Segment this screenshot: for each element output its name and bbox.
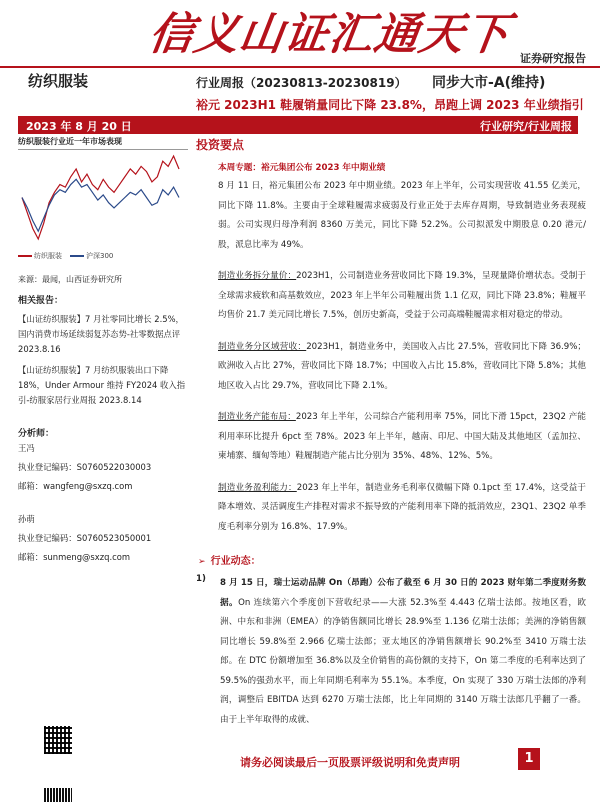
disclaimer: 请务必阅读最后一页股票评级说明和免责声明: [240, 756, 460, 769]
analyst-block: [18, 439, 188, 567]
headline: 裕元 2023H1 鞋履销量同比下降 23.8%，昂跑上调 2023 年业绩指引: [196, 98, 584, 112]
bullet-icon: ➢: [198, 557, 206, 567]
main-content: [196, 136, 586, 730]
analyst-name: 孙萌: [18, 514, 35, 524]
paragraph-summary: 8 月 11 日，裕元集团公布 2023 年中期业绩。2023 年上半年，公司实现营收 41.55 亿美元，同比下降 11.8%。主要由于全球鞋履需求疲弱及行业正处于去库存周期，导致制造业务表现疲弱。公司实现归母净利润 8360 万美元，同比下降 52.2%。公司拟派发中期股息 0.20 港元/股，派息比率为 49%。: [218, 181, 586, 250]
paragraph-label: 制造业务产能布局：: [218, 412, 296, 422]
market-chart-svg: [18, 150, 183, 245]
report-date: 2023 年 8 月 20 日: [26, 120, 132, 133]
dynamics-heading: 行业动态：: [210, 556, 261, 567]
rating: 同步大市-A(维持): [432, 75, 546, 91]
paragraph-label: 制造业务拆分量价：: [218, 271, 297, 281]
related-heading: 相关报告：: [18, 296, 64, 306]
section-title: 投资要点: [196, 138, 245, 152]
weekly-title: 行业周报（20230813-20230819）: [196, 76, 407, 90]
header-divider: [0, 66, 600, 68]
news-body: On 连续第六个季度创下营收纪录——大涨 52.3%至 4.443 亿瑞士法郎。按地区看，欧洲、中东和非洲（EMEA）的净销售额同比增长 28.9%至 1.136 亿瑞士法郎；美洲的净销售额同比增长 59.8%至 2.966 亿瑞士法郎；亚太地区的净销售额增长 90.2%至 3410 万瑞士法郎。在 DTC 份额增加至 36.8%以及全价销售的高份额的支持下，On 第二季度的毛利率达到了 59.5%的强劲水平，而上年同期毛利率为 55.1%。本季度，On 实现了 330 万瑞士法郎的净利润，调整后 EBITDA 达到 6270 万瑞士法郎，比上年同期的 3140 万瑞士法郎几乎翻了一番。由于上半年取得的成就、: [220, 597, 586, 725]
header-banner: [0, 0, 600, 65]
analyst-email[interactable]: 邮箱：sunmeng@sxzq.com: [18, 552, 130, 562]
paragraph-volume-price: 制造业务拆分量价：2023H1，公司制造业务营收同比下降 19.3%，呈现量降价增状态。受制于全球需求疲软和高基数效应，2023 年上半年公司鞋履出货 1.1 亿双，同比下降 23.8%；鞋履平均售价 21.7 美元同比增长 7.5%，创历史新高，受益于公司高端鞋履需求相对稳定的带动。: [218, 271, 586, 320]
report-type: 证券研究报告: [520, 52, 586, 65]
market-chart: [18, 150, 183, 260]
report-category: 行业研究/行业周报: [479, 120, 572, 133]
news-item: [220, 574, 586, 730]
related-report[interactable]: 【山证纺织服装】7 月社零同比增长 2.5%，国内消费市场延续弱复苏态势-社零数据点评 2023.8.16: [18, 314, 184, 354]
sidebar: [18, 136, 188, 567]
industry-name: 纺织服装: [28, 72, 89, 90]
paragraph-region: 制造业务分区域营收：2023H1，制造业务中，美国收入占比 27.5%，营收同比下降 36.9%；欧洲收入占比 27%，营收同比下降 18.7%；中国收入占比 15.8%，营收同比下降 5.8%；其他地区收入占比 29.7%，营收同比下降 2.1%。: [218, 341, 586, 391]
legend-item-hs300: 沪深300: [70, 251, 113, 261]
qr-code-icon: [44, 726, 72, 754]
series-line-1: [22, 179, 179, 231]
paragraph-label: 制造业务盈利能力：: [218, 482, 297, 493]
analyst-name: 王冯: [18, 443, 35, 453]
news-number: 1): [196, 574, 206, 584]
legend-item-textile: 纺织服装: [18, 251, 62, 261]
page-number: 1: [518, 748, 540, 770]
analyst-license: 执业登记编码：S0760523050001: [18, 533, 152, 543]
chart-legend: [18, 251, 183, 261]
news-lead: 8 月 15 日，瑞士运动品牌 On（昂跑）公布了截至 6 月 30 日的 2023 财年第二季度财务数据。: [220, 578, 586, 608]
footer: [0, 748, 600, 800]
topic-label: 本周专题：裕元集团公布 2023 年中期业绩: [218, 163, 386, 173]
analyst-email[interactable]: 邮箱：wangfeng@sxzq.com: [18, 481, 133, 491]
related-report[interactable]: 【山证纺织服装】7 月纺织服装出口下降 18%，Under Armour 维持 FY2024 收入指引-纺服家居行业周报 2023.8.14: [18, 365, 186, 405]
brand-logo: 信义山证汇通天下: [145, 9, 513, 60]
date-bar: [18, 116, 578, 134]
paragraph-label: 制造业务分区域营收：: [218, 341, 307, 352]
analyst-heading: 分析师：: [18, 429, 55, 439]
paragraph-capacity: 制造业务产能布局：2023 年上半年，公司综合产能利用率 75%，同比下滑 15pct，23Q2 产能利用率环比提升 6pct 至 78%。2023 年上半年，越南、印尼、中国大陆及其他地区（孟加拉、柬埔寨、缅甸等地）鞋履制造产能占比分别为 35%、48%、12%、5%。: [218, 412, 586, 461]
chart-source: 来源：最闻，山西证券研究所: [18, 275, 122, 284]
paragraph-margin: 制造业务盈利能力：2023 年上半年，制造业务毛利率仅微幅下降 0.1pct 至 17.4%，这受益于降本增效、灵活调度生产排程对需求不振导致的产能利用率下降的抵消效应，23Q1、23Q2 单季度毛利率分别为 16.8%、17.9%。: [218, 482, 586, 532]
chart-title: 纺织服装行业近一年市场表现: [18, 136, 188, 150]
analyst-license: 执业登记编码：S0760522030003: [18, 462, 152, 472]
